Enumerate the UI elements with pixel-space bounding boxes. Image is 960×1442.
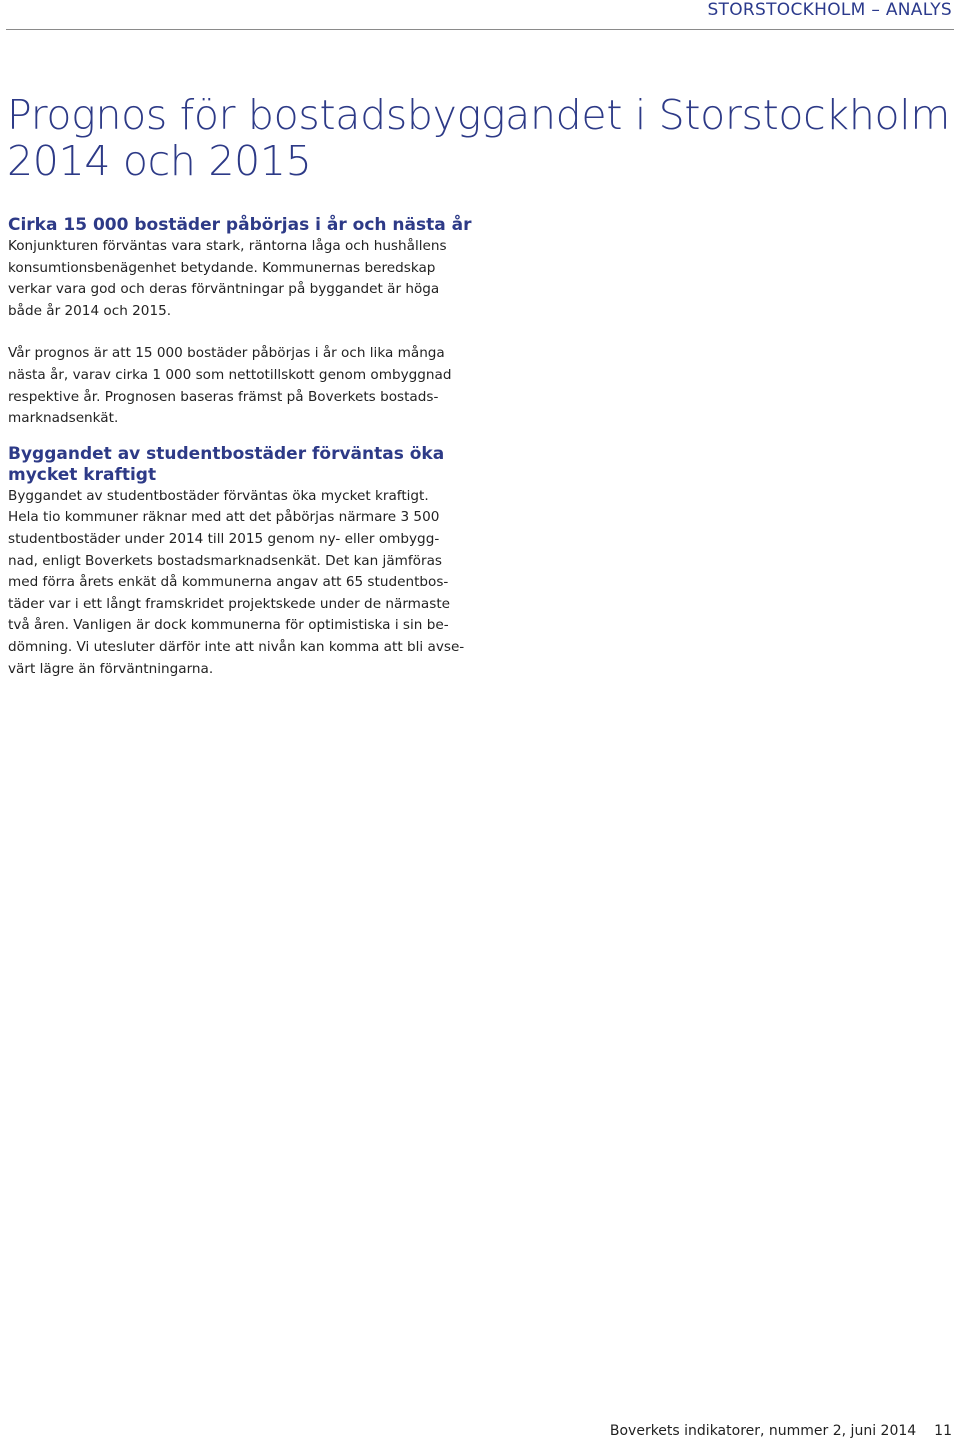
page-title-line-1: Prognos för bostadsbyggandet i Storstockholm bbox=[7, 91, 951, 139]
header-divider bbox=[6, 29, 954, 30]
article-body bbox=[8, 215, 478, 680]
text-line: Vår prognos är att 15 000 bostäder påbörjas i år och lika många bbox=[8, 345, 445, 362]
text-line: Byggandet av studentbostäder förväntas öka mycket kraftigt. bbox=[8, 487, 429, 504]
text-line: värt lägre än förväntningarna. bbox=[8, 660, 214, 677]
section-spacer bbox=[8, 430, 478, 444]
section-heading: Cirka 15 000 bostäder påbörjas i år och nästa år bbox=[8, 215, 472, 235]
paragraph bbox=[8, 236, 478, 322]
page-title bbox=[7, 92, 952, 184]
text-line: täder var i ett långt framskridet projektskede under de närmaste bbox=[8, 595, 451, 612]
text-line: Konjunkturen förväntas vara stark, räntorna låga och hushållens bbox=[8, 238, 447, 254]
paragraph bbox=[8, 486, 478, 680]
text-line: både år 2014 och 2015. bbox=[8, 302, 172, 319]
text-line: nad, enligt Boverkets bostadsmarknadsenkät. Det kan jämföras bbox=[8, 552, 442, 569]
text-line: respektive år. Prognosen baseras främst på Boverkets bostads- bbox=[8, 388, 439, 405]
text-line: marknadsenkät. bbox=[8, 410, 119, 427]
page-title-line-2: 2014 och 2015 bbox=[7, 137, 312, 185]
section-heading bbox=[8, 444, 478, 486]
paragraph-spacer bbox=[8, 322, 478, 343]
section-label: STORSTOCKHOLM – ANALYS bbox=[707, 0, 952, 20]
text-line: studentbostäder under 2014 till 2015 genom ny- eller ombygg- bbox=[8, 530, 440, 547]
heading-line: mycket kraftigt bbox=[8, 464, 157, 485]
text-line: två åren. Vanligen är dock kommunerna för optimistiska i sin be- bbox=[8, 617, 449, 634]
page-number: 11 bbox=[934, 1423, 952, 1439]
heading-line: Byggandet av studentbostäder förväntas öka bbox=[8, 443, 445, 464]
text-line: Hela tio kommuner räknar med att det påbörjas närmare 3 500 bbox=[8, 509, 440, 526]
text-line: konsumtionsbenägenhet betydande. Kommunernas beredskap bbox=[8, 259, 436, 276]
page-footer bbox=[610, 1422, 952, 1440]
text-line: verkar vara god och deras förväntningar på byggandet är höga bbox=[8, 281, 440, 298]
text-line: nästa år, varav cirka 1 000 som nettotillskott genom ombyggnad bbox=[8, 366, 452, 383]
paragraph bbox=[8, 343, 478, 429]
text-line: dömning. Vi utesluter därför inte att nivån kan komma att bli avse- bbox=[8, 638, 465, 655]
text-line: med förra årets enkät då kommunerna angav att 65 studentbos- bbox=[8, 574, 449, 591]
publication-name: Boverkets indikatorer, nummer 2, juni 2014 bbox=[609, 1423, 917, 1439]
